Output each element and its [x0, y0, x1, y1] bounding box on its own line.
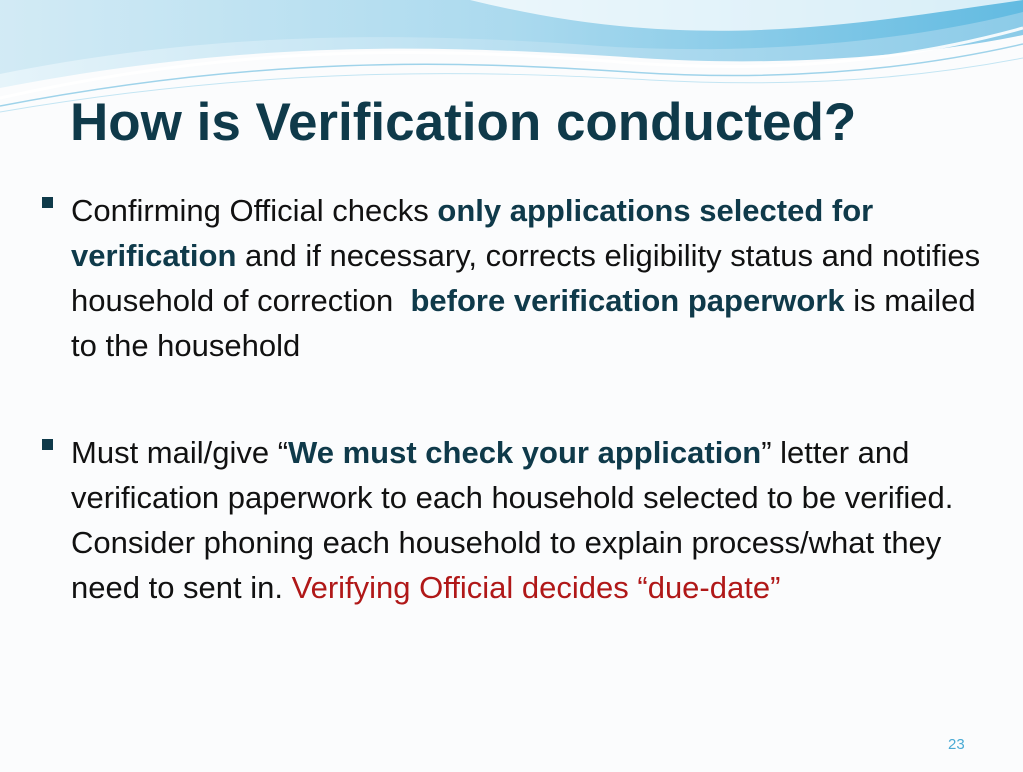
square-bullet-icon — [42, 197, 53, 208]
bullet-text: Confirming Official checks — [71, 193, 438, 228]
bullet-list — [42, 188, 992, 610]
bullet-text: is mailed to the household — [71, 283, 976, 363]
bullet-text-bold: We must check your application — [288, 435, 762, 470]
bullet-item — [42, 430, 992, 610]
bullet-text: Must mail/give “ — [71, 435, 289, 470]
bullet-item — [42, 188, 992, 368]
slide-title: How is Verification conducted? — [70, 93, 857, 152]
bullet-text: and if necessary, corrects eligibility status and notifies household of correction — [71, 238, 981, 318]
slide-number: 23 — [948, 736, 965, 753]
bullet-text: ” letter and verification paperwork to each household selected to be verified. Consider phoning each household to explain process/what they need to sent in. — [71, 435, 954, 605]
bullet-text-bold: only applications selected for verification — [71, 193, 874, 273]
bullet-text-bold: before verification paperwork — [410, 283, 845, 318]
bullet-text-highlight: Verifying Official decides “due-date” — [291, 570, 781, 605]
square-bullet-icon — [42, 439, 53, 450]
